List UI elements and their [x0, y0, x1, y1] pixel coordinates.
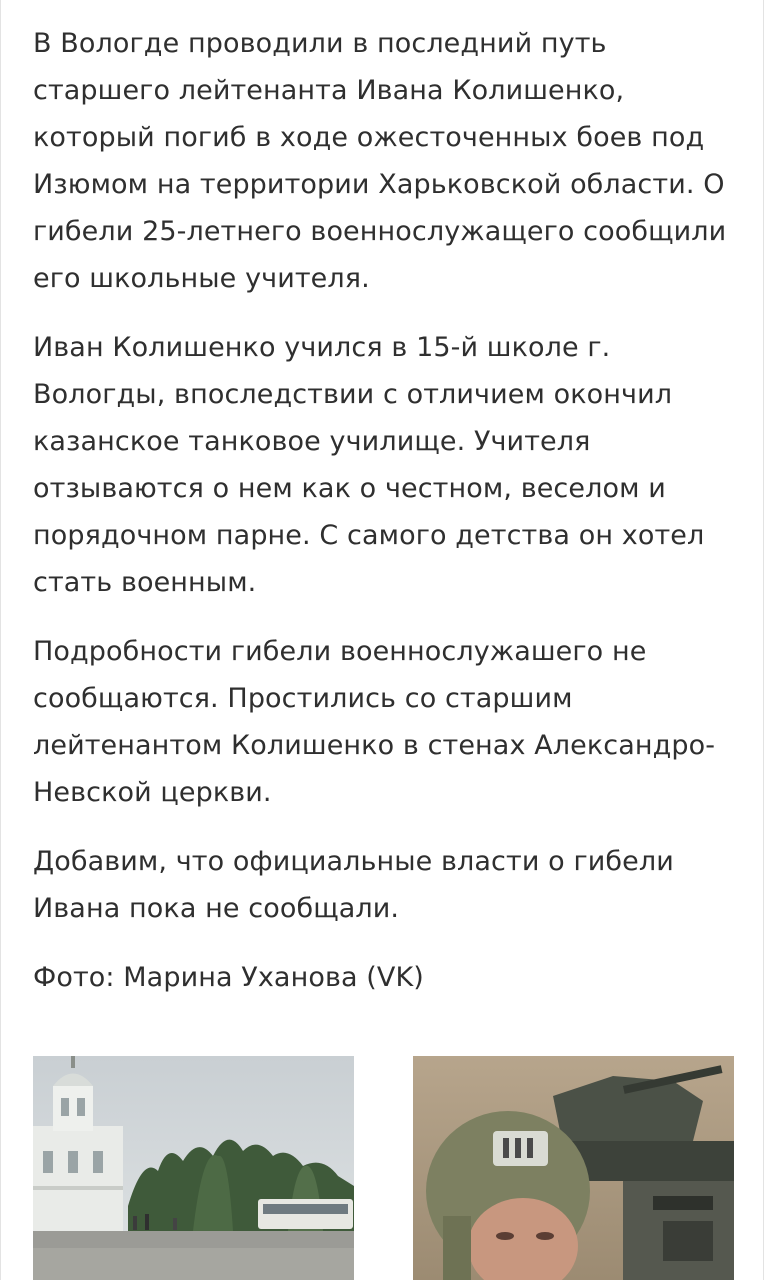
article-paragraph-1: В Вологде проводили в последний путь старшего лейтенанта Ивана Колишенко, который погиб в ходе ожесточенных боев под Изюмом на территории Харьковской области. О гибели 25-летнего военнослужащего сообщили его школьные учителя. [33, 28, 727, 294]
soldier-with-tank-photo[interactable] [413, 1056, 734, 1280]
photo-gallery [33, 1056, 734, 1280]
photo-credit: Фото: Марина Уханова (VK) [33, 962, 424, 993]
article-body [33, 20, 745, 1023]
article-paragraph-2: Иван Колишенко учился в 15-й школе г. Вологды, впоследствии с отличием окончил казанское танковое училище. Учителя отзываются о нем как о честном, веселом и порядочном парне. С самого детства он хотел стать военным. [33, 332, 705, 598]
article-paragraph-4: Добавим, что официальные власти о гибели Ивана пока не сообщали. [33, 846, 674, 924]
article-paragraph-3: Подробности гибели военнослужашего не сообщаются. Простились со старшим лейтенантом Колишенко в стенах Александро-Невской церкви. [33, 636, 716, 808]
church-square-photo[interactable] [33, 1056, 354, 1280]
